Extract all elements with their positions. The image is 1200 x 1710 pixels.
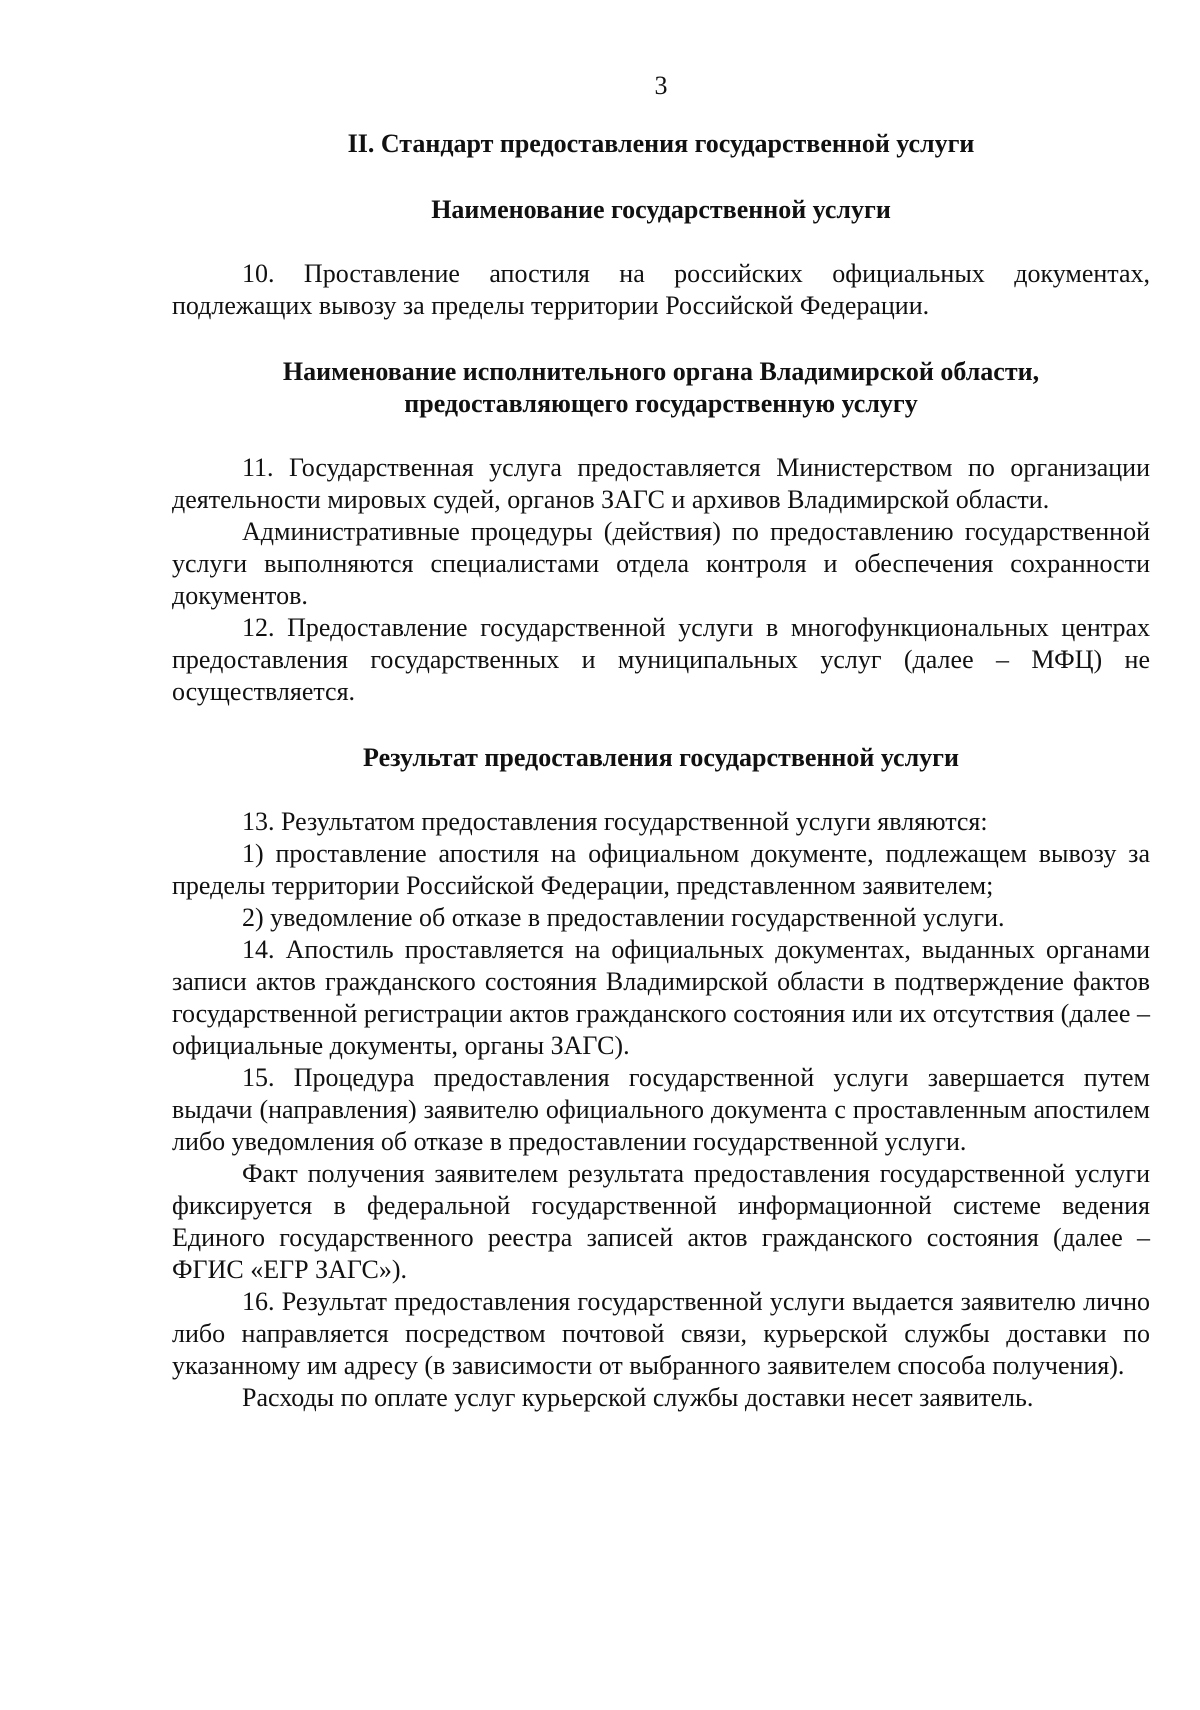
paragraph: 16. Результат предоставления государственной услуги выдается заявителю лично либо направляется посредством почтовой связи, курьерской службы доставки по указанному им адресу (в зависимости от выбранного заявителем способа получения). — [172, 1287, 1150, 1380]
section-title: II. Стандарт предоставления государственной услуги — [347, 129, 975, 158]
page-number: 3 — [654, 71, 668, 100]
paragraph: 11. Государственная услуга предоставляется Министерством по организации деятельности мировых судей, органов ЗАГС и архивов Владимирской области. — [172, 453, 1150, 514]
subsection-heading: Наименование исполнительного органа Владимирской области, предоставляющего государственную услугу — [282, 357, 1040, 418]
paragraph: 10. Проставление апостиля на российских официальных документах, подлежащих вывозу за пределы территории Российской Федерации. — [172, 259, 1150, 320]
subsection-heading: Результат предоставления государственной услуги — [363, 743, 959, 772]
paragraph: Факт получения заявителем результата предоставления государственной услуги фиксируется в федеральной государственной информационной системе ведения Единого государственного реестра записей актов гражданского состояния (далее – ФГИС «ЕГР ЗАГС»). — [172, 1159, 1150, 1284]
paragraph: Административные процедуры (действия) по предоставлению государственной услуги выполняются специалистами отдела контроля и обеспечения сохранности документов. — [172, 517, 1150, 610]
paragraph: 15. Процедура предоставления государственной услуги завершается путем выдачи (направления) заявителю официального документа с проставленным апостилем либо уведомления об отказе в предоставлении государственной услуги. — [172, 1063, 1150, 1156]
paragraph: 12. Предоставление государственной услуги в многофункциональных центрах предоставления государственных и муниципальных услуг (далее – МФЦ) не осуществляется. — [172, 613, 1150, 706]
paragraph: Расходы по оплате услуг курьерской службы доставки несет заявитель. — [242, 1383, 1034, 1412]
subsection-heading: Наименование государственной услуги — [431, 195, 891, 224]
paragraph: 14. Апостиль проставляется на официальных документах, выданных органами записи актов гражданского состояния Владимирской области в подтверждение фактов государственной регистрации актов гражданского состояния или их отсутствия (далее – официальные документы, органы ЗАГС). — [172, 935, 1150, 1060]
document-page — [172, 70, 1150, 1414]
paragraph: 13. Результатом предоставления государственной услуги являются: — [242, 807, 988, 836]
paragraph: 1) проставление апостиля на официальном документе, подлежащем вывозу за пределы территории Российской Федерации, представленном заявителем; — [172, 839, 1150, 900]
paragraph: 2) уведомление об отказе в предоставлении государственной услуги. — [242, 903, 1005, 932]
